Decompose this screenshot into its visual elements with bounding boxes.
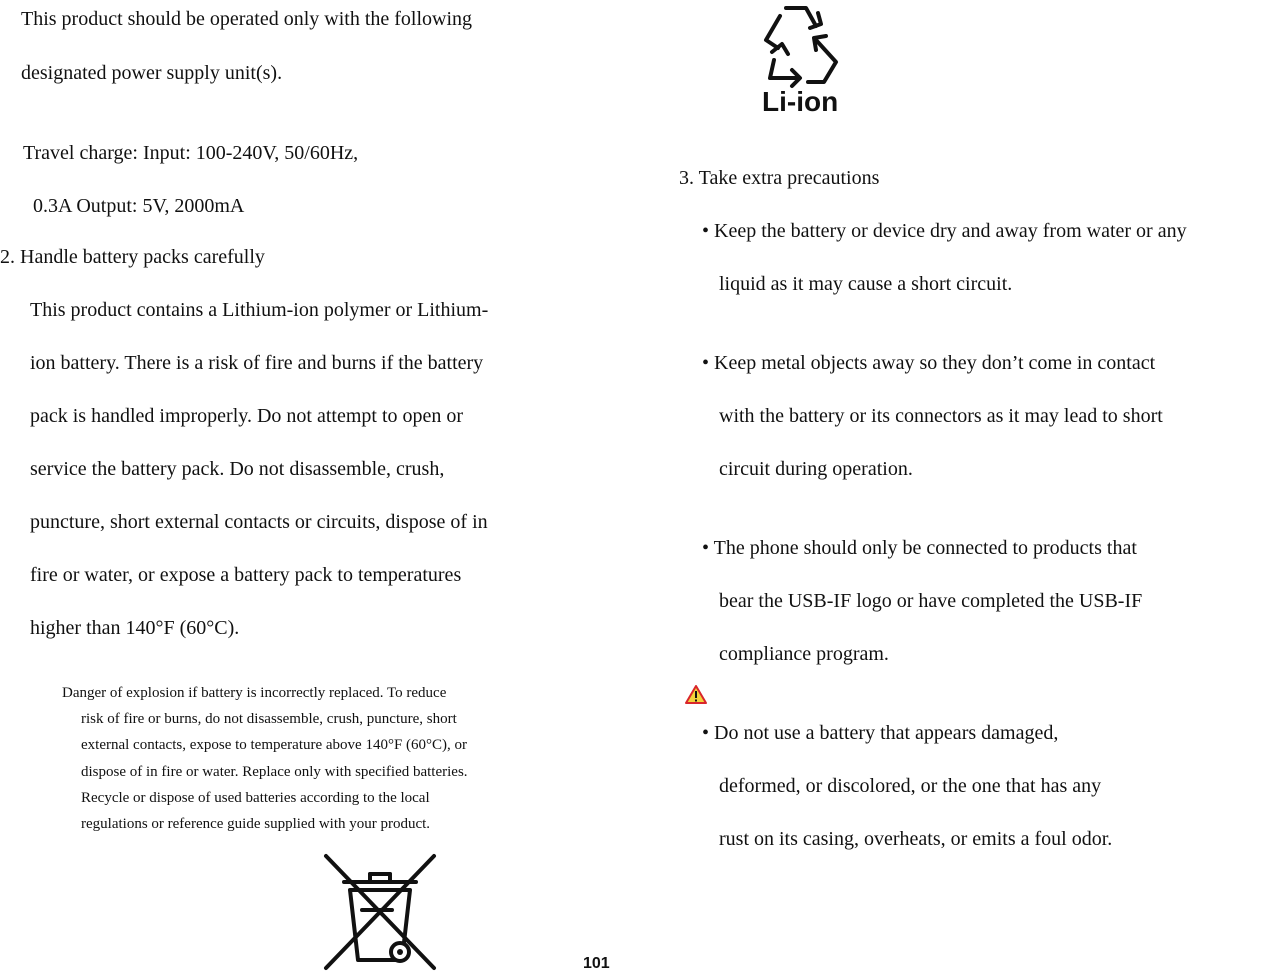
danger-line: risk of fire or burns, do not disassemble, crush, puncture, short xyxy=(81,711,457,727)
section-2-line: ion battery. There is a risk of fire and burns if the battery xyxy=(30,352,484,374)
danger-line: Danger of explosion if battery is incorrectly replaced. To reduce xyxy=(62,685,447,701)
section-2-line: service the battery pack. Do not disassemble, crush, xyxy=(30,458,445,480)
section-2-line: puncture, short external contacts or circuits, dispose of in xyxy=(30,511,488,533)
section-2-line: This product contains a Lithium-ion polymer or Lithium- xyxy=(30,299,489,321)
danger-line: regulations or reference guide supplied with your product. xyxy=(81,816,431,832)
section-2-line: pack is handled improperly. Do not attempt to open or xyxy=(30,405,464,427)
bullet-line: bear the USB-IF logo or have completed the USB-IF xyxy=(719,590,1143,612)
danger-line: Recycle or dispose of used batteries according to the local xyxy=(81,790,430,806)
intro-line-2: designated power supply unit(s). xyxy=(21,62,283,84)
bullet-line: liquid as it may cause a short circuit. xyxy=(719,273,1013,295)
section-2-line: higher than 140°F (60°C). xyxy=(30,617,240,639)
bullet-line: circuit during operation. xyxy=(719,458,913,480)
recycle-icon xyxy=(758,2,842,90)
page-number: 101 xyxy=(583,955,610,972)
bullet-line: with the battery or its connectors as it may lead to short xyxy=(719,405,1163,427)
charger-line-1: Travel charge: Input: 100-240V, 50/60Hz, xyxy=(23,142,359,164)
bullet-line: rust on its casing, overheats, or emits a foul odor. xyxy=(719,828,1113,850)
section-3-heading: 3. Take extra precautions xyxy=(679,167,880,189)
danger-line: external contacts, expose to temperature above 140°F (60°C), or xyxy=(81,737,468,753)
warning-icon xyxy=(685,685,707,704)
crossed-out-bin-icon xyxy=(322,852,438,972)
section-2-heading: 2. Handle battery packs carefully xyxy=(0,246,265,268)
li-ion-label: Li-ion xyxy=(762,86,839,117)
section-2-line: fire or water, or expose a battery pack to temperatures xyxy=(30,564,462,586)
bullet-line: deformed, or discolored, or the one that has any xyxy=(719,775,1102,797)
intro-line-1: This product should be operated only with the following xyxy=(21,8,473,30)
bullet-line: • Keep metal objects away so they don’t come in contact xyxy=(702,352,1156,374)
charger-line-2: 0.3A Output: 5V, 2000mA xyxy=(33,195,245,217)
bullet-line: • Do not use a battery that appears damaged, xyxy=(702,722,1059,744)
bullet-line: • Keep the battery or device dry and away from water or any xyxy=(702,220,1187,242)
bullet-line: • The phone should only be connected to products that xyxy=(702,537,1137,559)
danger-line: dispose of in fire or water. Replace only with specified batteries. xyxy=(81,764,468,780)
bullet-line: compliance program. xyxy=(719,643,889,665)
